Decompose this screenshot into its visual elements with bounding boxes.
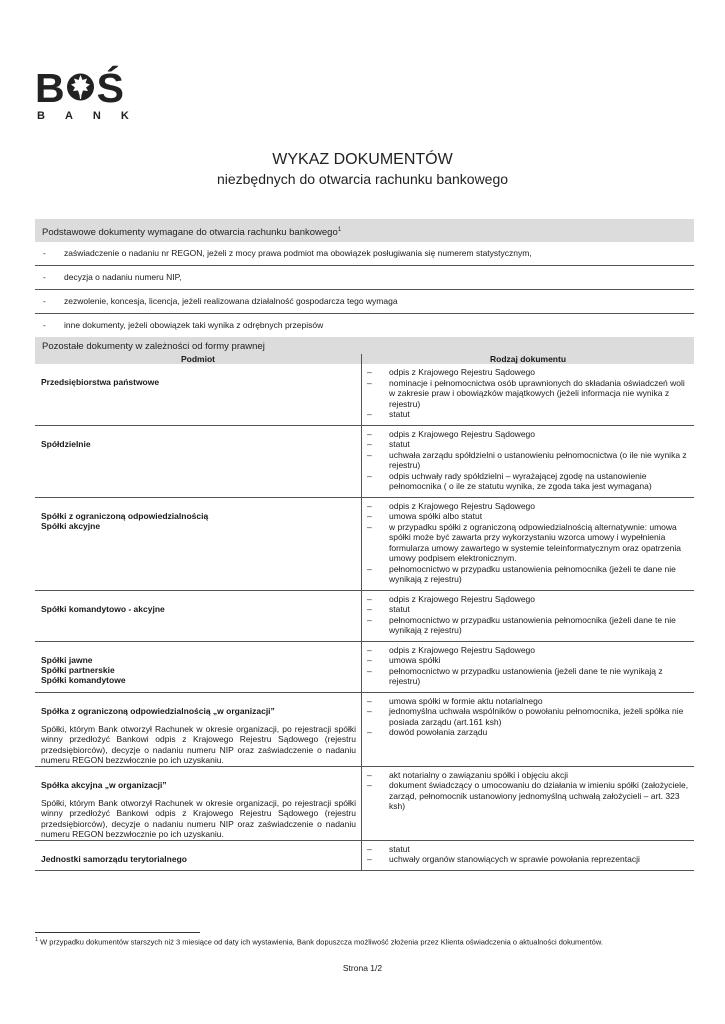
basic-item: [35, 242, 694, 266]
bullet-dash: -: [43, 272, 46, 282]
list-item: – odpis z Krajowego Rejestru Sądowego: [366, 645, 690, 656]
subject-name: Spółka z ograniczoną odpowiedzialnością „w organizacji”: [41, 705, 275, 716]
subject-name: Spółki jawne: [41, 654, 93, 665]
list-item: – dowód powołania zarządu: [366, 727, 690, 738]
documents-table-body: [35, 364, 694, 870]
document-type-cell: [362, 766, 695, 840]
subject-cell: [35, 590, 362, 641]
subject-name: Spółka akcyjna „w organizacji”: [41, 779, 167, 790]
subject-name: Spółki komandytowo - akcyjne: [41, 603, 165, 614]
footnote-text: W przypadku dokumentów starszych niż 3 miesiące od daty ich wystawienia, Bank dopuszcza możliwość złożenia przez Klienta oświadczenia o aktualności dokumentów.: [38, 937, 603, 947]
bullet-dash: -: [43, 248, 46, 258]
subject-name: Spółki akcyjne: [41, 520, 101, 531]
list-item: – statut: [366, 439, 690, 450]
subject-name: Spółki komandytowe: [41, 674, 126, 685]
list-item: – pełnomocnictwo w przypadku ustanowienia pełnomocnika (jeżeli te dane nie wynikają z rejestru): [366, 564, 690, 585]
document-list: [366, 594, 690, 636]
subject-cell: [35, 364, 362, 425]
document-subtitle: niezbędnych do otwarcia rachunku bankowego: [216, 171, 509, 187]
document-type-cell: [362, 590, 695, 641]
table-row: [35, 425, 694, 497]
list-item: – dokument świadczący o umocowaniu do działania w imieniu spółki (założyciele, zarząd, pełnomocnik ustanowiony jednomyślną uchwałą założycieli – art. 323 ksh): [366, 780, 690, 812]
document-list: [366, 367, 690, 420]
page-number: Strona 1/2: [342, 963, 383, 973]
leaf-icon: [65, 68, 96, 106]
list-item: – statut: [366, 604, 690, 615]
basic-item-text: decyzja o nadaniu numeru NIP,: [64, 272, 182, 282]
footnote: [35, 937, 695, 947]
list-item: – akt notarialny o zawiązaniu spółki i objęciu akcji: [366, 770, 690, 781]
subject-cell: [35, 840, 362, 870]
list-item: – nominacje i pełnomocnictwa osób uprawnionych do składania oświadczeń woli w zakresie praw i obowiązków majątkowych (jeżeli informacja nie wynika z rejestru): [366, 378, 690, 410]
bos-bank-logo: [35, 65, 149, 124]
table-row: [35, 364, 694, 425]
subject-cell: [35, 497, 362, 590]
subject-cell: [35, 692, 362, 766]
subject-cell: [35, 425, 362, 497]
document-list: [366, 696, 690, 738]
list-item: – w przypadku spółki z ograniczoną odpowiedzialnością alternatywnie: umowa spółki może być zawarta przy wykorzystaniu wzorca umowy i wypełnienia formularza umowy zawartego w systemie teleinformatycznym oraz opatrzenia umowy podpisem elektronicznym.: [366, 522, 690, 564]
basic-item-text: zaświadczenie o nadaniu nr REGON, jeżeli z mocy prawa podmiot ma obowiązek posługiwania się numerem statystycznym,: [64, 248, 532, 258]
list-item: – odpis uchwały rady spółdzielni – wyrażającej zgodę na ustanowienie pełnomocnika ( o ile ze statutu wynika, ze zgoda taka jest wymagana): [366, 471, 690, 492]
document-list: [366, 645, 690, 687]
subject-cell: [35, 641, 362, 692]
document-list: [366, 429, 690, 492]
legal-form-documents-section: [35, 337, 694, 871]
document-list: [366, 501, 690, 585]
subject-name: Spółki z ograniczoną odpowiedzialnością: [41, 510, 209, 521]
list-item: – odpis z Krajowego Rejestru Sądowego: [366, 367, 690, 378]
list-item: – umowa spółki w formie aktu notarialnego: [366, 696, 690, 707]
document-list: [366, 770, 690, 812]
document-type-cell: [362, 840, 695, 870]
table-header-row: [35, 354, 694, 364]
subject-name: Przedsiębiorstwa państwowe: [41, 377, 160, 387]
documents-table: [35, 354, 694, 871]
footnote-separator: [35, 932, 200, 933]
logo-wordmark: [35, 66, 123, 110]
table-row: [35, 497, 694, 590]
document-type-cell: [362, 641, 695, 692]
list-item: – pełnomocnictwo w przypadku ustanowienia pełnomocnika (jeżeli dane te nie wynikają z rejestru): [366, 615, 690, 636]
footnote-marker: 1: [35, 937, 39, 943]
basic-item-text: zezwolenie, koncesja, licencja, jeżeli realizowana działalność gospodarcza tego wymaga: [64, 296, 398, 306]
document-title: WYKAZ DOKUMENTÓW: [272, 151, 453, 168]
subject-cell: [35, 766, 362, 840]
basic-heading-text: Podstawowe dokumenty wymagane do otwarcia rachunku bankowego: [42, 227, 338, 239]
list-item: – uchwały organów stanowiących w sprawie powołania reprezentacji: [366, 854, 690, 865]
logo-letter-s: Ś: [96, 65, 123, 111]
document-list: [366, 844, 690, 865]
list-item: – statut: [366, 409, 690, 420]
document-type-cell: [362, 692, 695, 766]
column-header-subject: Podmiot: [35, 354, 362, 364]
basic-item: [35, 266, 694, 290]
subject-name: Jednostki samorządu terytorialnego: [41, 853, 187, 864]
subject-name: Spółdzielnie: [41, 438, 91, 449]
basic-item: [35, 314, 694, 338]
list-item: – odpis z Krajowego Rejestru Sądowego: [366, 429, 690, 440]
list-item: – pełnomocnictwo w przypadku ustanowienia (jeżeli dane te nie wynikają z rejestru): [366, 666, 690, 687]
list-item: – umowa spółki: [366, 655, 690, 666]
basic-item: [35, 290, 694, 314]
logo-letter-b: B: [35, 65, 64, 111]
list-item: – jednomyślna uchwała wspólników o powołaniu pełnomocnika, jeżeli spółka nie posiada zarządu (art.161 ksh): [366, 706, 690, 727]
basic-documents-section: [35, 219, 694, 338]
list-item: – uchwała zarządu spółdzielni o ustanowieniu pełnomocnictwa (o ile nie wynika z rejestru): [366, 450, 690, 471]
basic-documents-heading: [35, 219, 694, 242]
legal-form-heading: Pozostałe dokumenty w zależności od formy prawnej: [35, 337, 694, 354]
document-type-cell: [362, 497, 695, 590]
footnote-marker: 1: [337, 227, 342, 233]
table-row: [35, 641, 694, 692]
list-item: – odpis z Krajowego Rejestru Sądowego: [366, 594, 690, 605]
list-item: – odpis z Krajowego Rejestru Sądowego: [366, 501, 690, 512]
bullet-dash: -: [43, 320, 46, 330]
document-type-cell: [362, 425, 695, 497]
list-item: – umowa spółki albo statut: [366, 511, 690, 522]
table-row: [35, 590, 694, 641]
table-row: [35, 692, 694, 766]
bullet-dash: -: [43, 296, 46, 306]
document-type-cell: [362, 364, 695, 425]
subject-name: Spółki partnerskie: [41, 664, 115, 675]
subject-description: Spółki, którym Bank otworzył Rachunek w okresie organizacji, po rejestracji spółki winny przedłożyć Bankowi odpis z Krajowego Rejestru Sądowego (rejestru przedsiębiorców), decyzje o nadaniu numeru NIP oraz zaświadczenie o nadaniu numeru REGON bezzwłocznie po ich uzyskaniu.: [41, 723, 356, 765]
logo-subtitle: BANK: [37, 110, 149, 122]
list-item: – statut: [366, 844, 690, 855]
subject-description: Spółki, którym Bank otworzył Rachunek w okresie organizacji, po rejestracji spółki winny przedłożyć Bankowi odpis z Krajowego Rejestru Sądowego (rejestru przedsiębiorców), decyzje o nadaniu numeru NIP oraz zaświadczenie o nadaniu numeru REGON bezzwłocznie po ich uzyskaniu.: [41, 797, 356, 839]
table-row: [35, 766, 694, 840]
table-row: [35, 840, 694, 870]
basic-item-text: inne dokumenty, jeżeli obowiązek taki wynika z odrębnych przepisów: [64, 320, 324, 330]
column-header-document-type: Rodzaj dokumentu: [362, 354, 695, 364]
